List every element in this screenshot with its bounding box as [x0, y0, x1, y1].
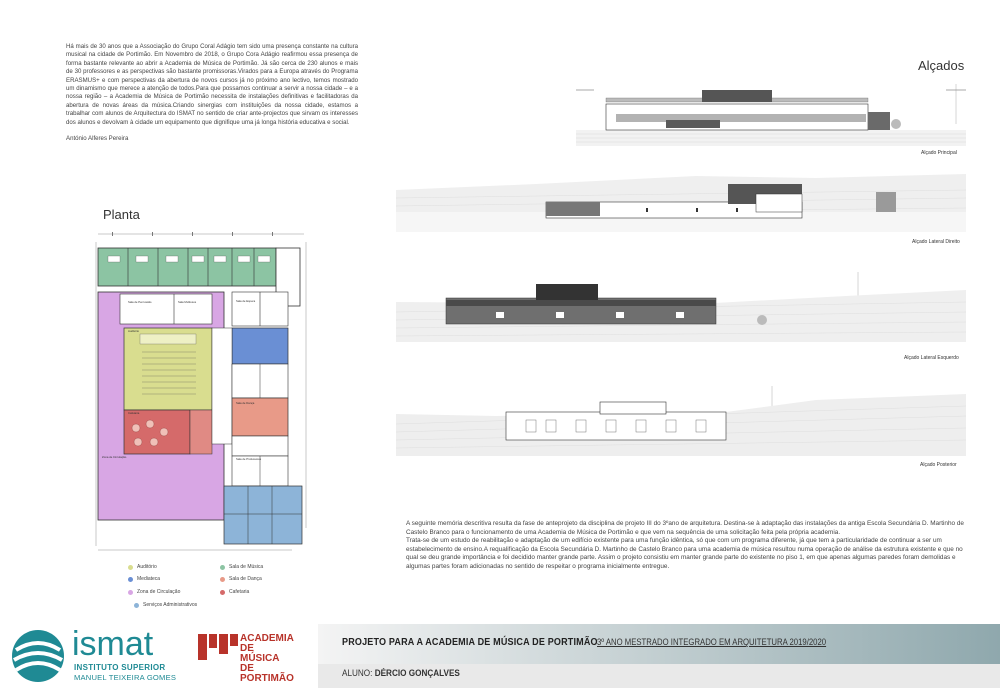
project-description: [406, 520, 966, 572]
svg-text:Sala de Espera: Sala de Espera: [236, 299, 256, 303]
intro-author: António Alferes Pereira: [66, 135, 129, 143]
svg-text:Sala de Dança: Sala de Dança: [236, 401, 255, 405]
student-line: [342, 668, 460, 679]
legend-dot-icon: [128, 577, 133, 582]
legend-dot-icon: [128, 590, 133, 595]
description-p1: A seguinte memória descritiva resulta da fase de anteprojeto da disciplina de projeto III do 3ºano de arquitetura. Destina-se à adaptação das instalações da antiga Escola Secundária D. Martinho de Castelo Branco para o funcionamento de uma Academia de Música de Portimão e que vem na sequência de uma solicitação feita pela própria academia.: [406, 520, 964, 536]
svg-text:Sala de Percussão: Sala de Percussão: [128, 300, 152, 304]
academia-line3: MÚSICA: [240, 653, 280, 664]
elevation-posterior: [396, 386, 966, 456]
legend-item-circulation: Zona de Circulação: [128, 589, 180, 595]
elevation-label-lateral-left: Alçado Lateral Esquerdo: [904, 355, 959, 361]
intro-text: [66, 43, 358, 151]
legend-item-admin: Serviços Administrativos: [134, 602, 197, 608]
academia-line5: PORTIMÃO: [240, 673, 294, 684]
intro-paragraph: Há mais de 30 anos que a Associação do Grupo Coral Adágio tem sido uma presença constante na cultura musical na cidade de Portimão. Em Novembro de 2018, o Grupo Cora Adágio reafirmou essa presença de forma bastante relevante ao abrir a Academia de Música de Portimão. Já são cerca de 230 alunos e mais de 30 professores e as perspectivas são bastante promissoras.Virados para a Europa através do Programa ERASMUS+ e com perspectivas da abertura de novos cursos já no próximo ano lectivo, temos mostrado um dinamismo que merece a atenção de todos.Para que possamos continuar a servir a nossa cidade – e a nossa região – a Academia de Música de Portimão necessita de instalações definitivas e facilitadoras da abertura de novas áreas da música.Criando sinergias com instituições da nossa cidade, estamos a trabalhar com alunos de Arquitectura do ISMAT no sentido de criar ante-projectos que sirvam os interesses dos alunos e devolvam à cidade um equipamento que dignifique uma já longa história educativa e social.: [66, 43, 358, 126]
ismat-name: ismat: [72, 625, 154, 663]
elevation-principal: [576, 84, 966, 146]
legend-dot-icon: [220, 590, 225, 595]
legend-dot-icon: [220, 565, 225, 570]
student-label: ALUNO:: [342, 668, 373, 679]
elevation-label-lateral-right: Alçado Lateral Direito: [912, 239, 960, 245]
svg-text:Auditório: Auditório: [128, 329, 140, 333]
floor-plan: [92, 228, 310, 556]
student-name: DÉRCIO GONÇALVES: [374, 668, 460, 679]
svg-text:Cafetaria: Cafetaria: [128, 411, 140, 415]
elevation-label-principal: Alçado Principal: [921, 150, 957, 156]
mediateca: [232, 328, 288, 364]
legend-item-mediateca: Mediateca: [128, 576, 160, 582]
svg-text:Sala de Professores: Sala de Professores: [236, 457, 262, 461]
svg-text:Zona de Circulação: Zona de Circulação: [102, 455, 127, 459]
svg-text:Sala Multiusos: Sala Multiusos: [178, 300, 197, 304]
cafeteria: [124, 410, 190, 454]
academia-line2: DE: [240, 643, 254, 654]
legend-item-auditorium: Auditório: [128, 564, 157, 570]
legend-dot-icon: [128, 565, 133, 570]
academia-line1: ACADEMIA: [240, 633, 294, 644]
legend-item-cafeteria: Cafetaria: [220, 589, 249, 595]
ismat-logo-icon: [10, 628, 66, 684]
course-title: 3º ANO MESTRADO INTEGRADO EM ARQUITETURA 2019/2020: [597, 637, 827, 647]
elevation-lateral-left: [396, 272, 966, 342]
ismat-line2: MANUEL TEIXEIRA GOMES: [74, 673, 177, 682]
legend-item-music-room: Sala de Música: [220, 564, 263, 570]
legend-dot-icon: [134, 603, 139, 608]
legend-dot-icon: [220, 577, 225, 582]
elevation-label-posterior: Alçado Posterior: [920, 462, 957, 468]
elevation-lateral-right: [396, 168, 966, 232]
legend-item-dance-room: Sala de Dança: [220, 576, 262, 582]
elevations-title: Alçados: [918, 58, 965, 73]
academia-text: [240, 634, 294, 684]
admin-services: [224, 486, 302, 544]
academia-line4: DE: [240, 663, 254, 674]
plan-title: Planta: [103, 207, 140, 222]
ismat-line1: INSTITUTO SUPERIOR: [74, 663, 166, 672]
project-title: PROJETO PARA A ACADEMIA DE MÚSICA DE PORTIMÃO: [342, 636, 598, 648]
description-p2: Trata-se de um estudo de reabilitação e adaptação de um edifício existente para uma função idêntica, só que com um programa diferente, já que tem a particularidade de continuar a ser um estabelecimento de ensino.A requalificação da Escola Secundária D. Martinho de Castelo Branco para uma academia de música resultou numa operação de análise da estrutura existente e que no qual se deu grande importância e foi decidido manter grande parte. Assim o projeto consistiu em manter grande parte do existente no piso 1, em que apenas algumas paredes foram demolidas e algumas partes foram adicionadas no sentido de respeitar o programa inicialmente entregue.: [406, 537, 963, 570]
academia-logo-icon: [198, 634, 238, 660]
